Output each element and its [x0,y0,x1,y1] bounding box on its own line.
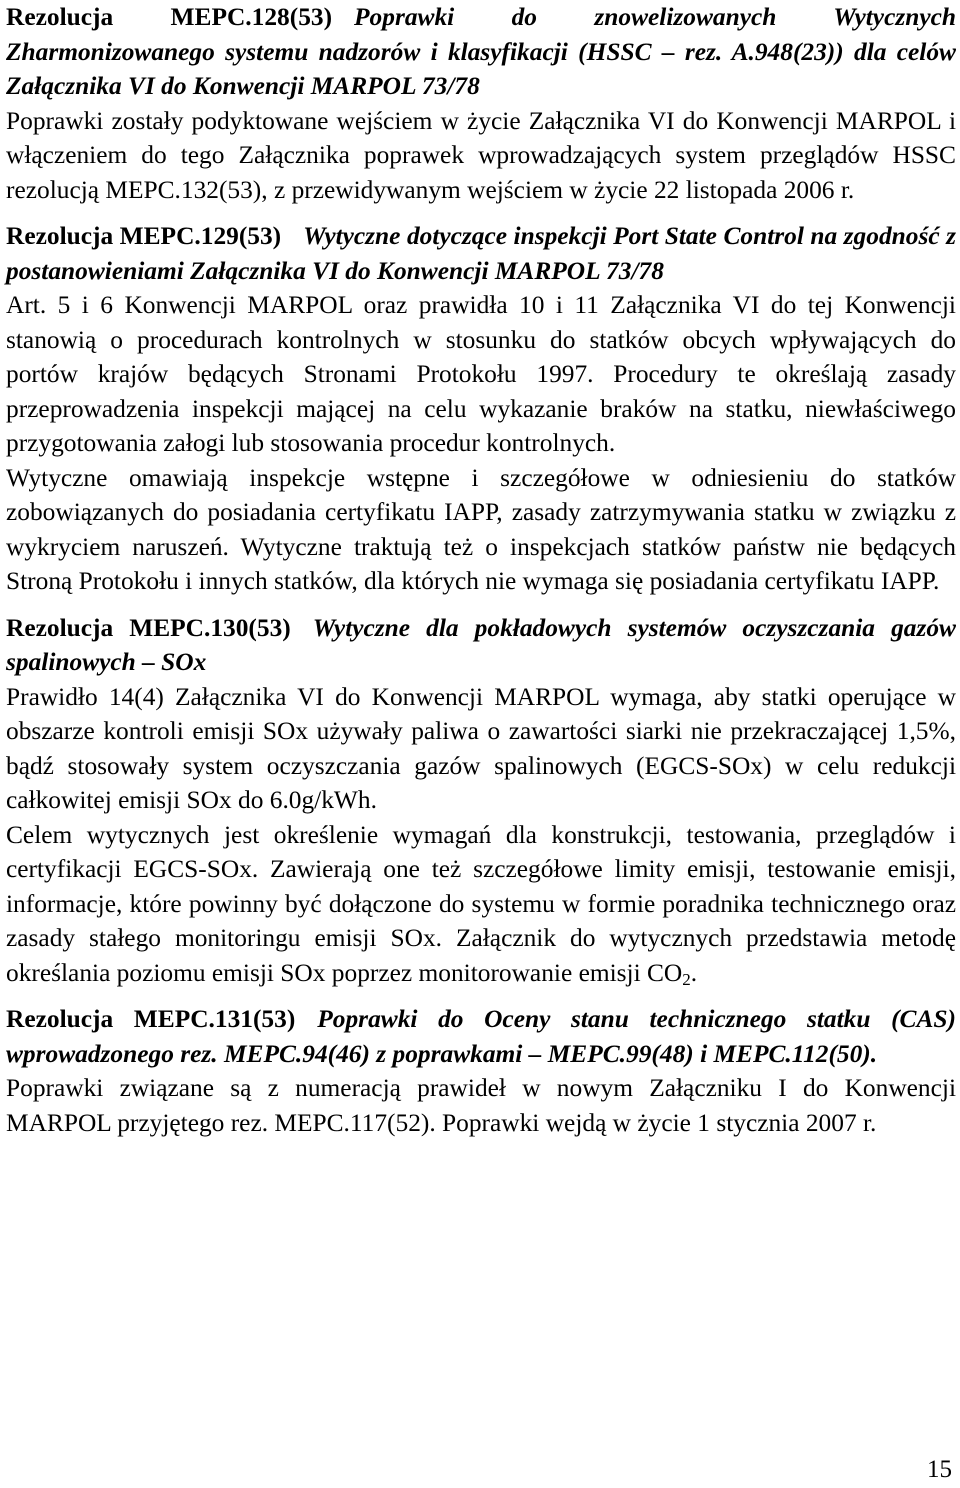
resolution-section-130 [6,611,956,991]
resolution-paragraph: Wytyczne omawiają inspekcje wstępne i szczegółowe w odniesieniu do statków zobowiązanych do posiadania certyfikatu IAPP, zasady zatrzymywania statku w związku z wykryciem naruszeń. Wytyczne traktują też o inspekcjach statków państw nie będących Stroną Protokołu i innych statków, dla których nie wymaga się posiadania certyfikatu IAPP. [6,463,956,595]
resolution-title: Wytyczne dotyczące inspekcji Port State Control na zgodność z postanowieniami Załącznika VI do Konwencji MARPOL 73/78 [6,222,956,285]
resolution-title: Wytyczne dla pokładowych systemów oczyszczania gazów spalinowych – SOx [6,613,956,676]
resolution-number: Rezolucja MEPC.130(53) [6,613,291,642]
resolution-paragraph: Poprawki związane są z numeracją prawideł w nowym Załączniku I do Konwencji MARPOL przyjętego rez. MEPC.117(52). Poprawki wejdą w życie 1 stycznia 2007 r. [6,1074,956,1137]
subscript: 2 [682,969,691,989]
resolution-paragraph: Prawidło 14(4) Załącznika VI do Konwencji MARPOL wymaga, aby statki operujące w obszarze kontroli emisji SOx używały paliwa o zawartości siarki nie przekraczającej 1,5%, bądź stosowały system oczyszczania gazów spalinowych (EGCS-SOx) w celu redukcji całkowitej emisji SOx do 6.0g/kWh. [6,682,956,814]
resolution-section-129 [6,219,956,599]
resolution-paragraph: Poprawki zostały podyktowane wejściem w życie Załącznika VI do Konwencji MARPOL i włączeniem do tego Załącznika poprawek wprowadzających system przeglądów HSSC rezolucją MEPC.132(53), z przewidywanym wejściem w życie 22 listopada 2006 r. [6,106,956,204]
resolution-section-128 [6,0,956,207]
resolution-number: Rezolucja MEPC.131(53) [6,1005,296,1033]
resolution-heading [6,0,956,104]
document-page [6,0,956,1140]
page-number: 15 [927,1456,952,1483]
resolution-title: Poprawki do Oceny stanu technicznego statku (CAS) wprowadzonego rez. MEPC.94(46) z poprawkami – MEPC.99(48) i MEPC.112(50). [6,1005,956,1068]
paragraph-text: Celem wytycznych jest określenie wymagań dla konstrukcji, testowania, przeglądów i certyfikacji EGCS-SOx. Zawierają one też szczegółowe limity emisji, testowanie emisji, informacje, które powinny być dołączone do systemu w formie poradnika technicznego oraz zasady stałego monitoringu emisji SOx. Załącznik do wytycznych przedstawia metodę określania poziomu emisji SOx poprzez monitorowanie emisji CO [6,820,956,987]
resolution-number: Rezolucja MEPC.128(53) [6,3,333,31]
resolution-heading [6,1002,956,1071]
resolution-heading [6,611,956,680]
paragraph-end: . [690,958,698,987]
resolution-paragraph: Art. 5 i 6 Konwencji MARPOL oraz prawidła 10 i 11 Załącznika VI do tej Konwencji stanowią o procedurach kontrolnych w stosunku do statków obcych wpływających do portów krajów będących Stronami Protokołu 1997. Procedury te określają zasady przeprowadzenia inspekcji mającej na celu wykazanie braków na statku, niewłaściwego przygotowania załogi lub stosowania procedur kontrolnych. [6,291,956,457]
resolution-heading [6,219,956,288]
resolution-section-131 [6,1002,956,1140]
resolution-title: Poprawki do znowelizowanych Wytycznych Zharmonizowanego systemu nadzorów i klasyfikacji (HSSC – rez. A.948(23)) dla celów Załącznika VI do Konwencji MARPOL 73/78 [6,3,956,100]
resolution-number: Rezolucja MEPC.129(53) [6,222,282,250]
resolution-paragraph [6,818,956,991]
